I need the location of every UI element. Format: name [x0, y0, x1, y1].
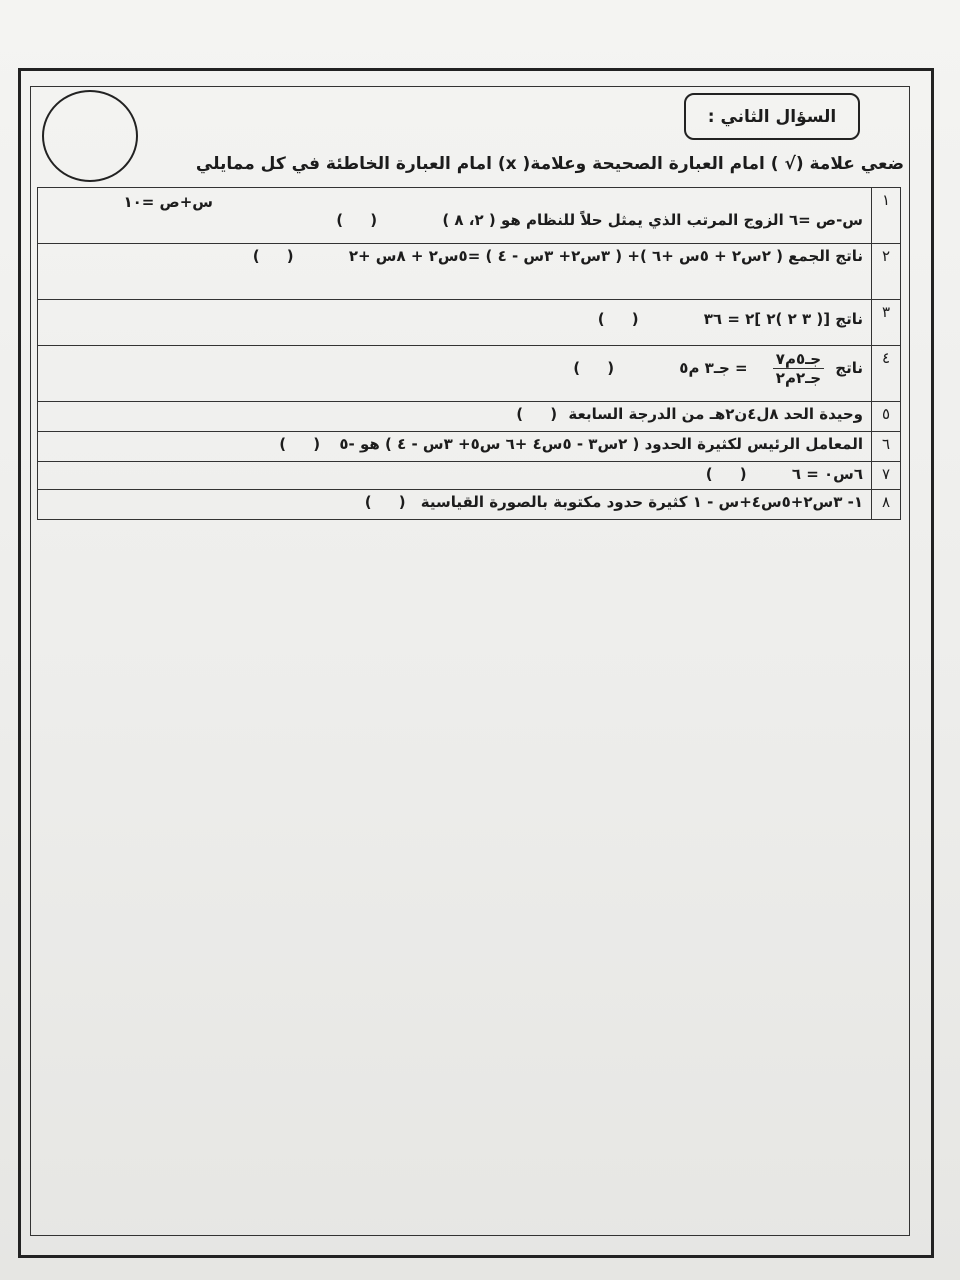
- table-row: [38, 402, 901, 432]
- question-title-box: [684, 93, 860, 140]
- item-text: وحيدة الحد ٨ل٤ن٢هـ من الدرجة السابعة: [568, 405, 863, 423]
- item-statement: [38, 188, 872, 244]
- table-row: [38, 490, 901, 520]
- item-number: ٧: [872, 462, 901, 490]
- table-row: [38, 346, 901, 402]
- question-title: السؤال الثاني :: [707, 106, 837, 127]
- item-statement: [38, 432, 872, 462]
- item-statement: [38, 300, 872, 346]
- table-row: [38, 300, 901, 346]
- table-row: [38, 244, 901, 300]
- table-row: [38, 432, 901, 462]
- answer-blank[interactable]: (): [705, 465, 747, 483]
- item-statement: [38, 402, 872, 432]
- item-text: ٦س٠ = ٦: [791, 465, 863, 483]
- item-statement: [38, 346, 872, 402]
- item-number: ١: [872, 188, 901, 244]
- item-statement: [38, 490, 872, 520]
- answer-blank[interactable]: (): [252, 247, 294, 265]
- item-number: ٤: [872, 346, 901, 402]
- fraction-numerator: جـ٥م٧: [773, 350, 824, 369]
- item-number: ٦: [872, 432, 901, 462]
- item-rhs: = جـ٣ م٥: [679, 359, 748, 377]
- item-number: ٨: [872, 490, 901, 520]
- item-text: ناتج الجمع ( ٢س٢ + ٥س +٦ )+ ( ٣س٢+ ٣س - ٤ ) =٥س٢ + ٨س +٢: [348, 247, 863, 265]
- item-label: ناتج: [835, 359, 863, 377]
- table-row: [38, 188, 901, 244]
- grade-circle: [42, 90, 138, 182]
- answer-blank[interactable]: (): [573, 359, 615, 377]
- item-statement: [38, 244, 872, 300]
- answer-blank[interactable]: (): [597, 310, 639, 328]
- questions-table: [37, 187, 901, 520]
- item-number: ٢: [872, 244, 901, 300]
- answer-blank[interactable]: (): [336, 211, 378, 229]
- item-statement: [38, 462, 872, 490]
- answer-blank[interactable]: (): [364, 493, 406, 511]
- instruction-text: ضعي علامة (√ ) امام العبارة الصحيحة وعلامة( x) امام العبارة الخاطئة في كل ممايلي: [195, 154, 904, 174]
- answer-blank[interactable]: (): [516, 405, 558, 423]
- item-text: المعامل الرئيس لكثيرة الحدود ( ٢س٣ - ٥س٤ +٦ س٥+ ٣س - ٤ ) هو -٥: [339, 435, 863, 453]
- item-text: ١- ٣س٢+٥س٤+س - ١ كثيرة حدود مكتوبة بالصورة القياسية: [420, 493, 863, 511]
- table-row: [38, 462, 901, 490]
- item-number: ٣: [872, 300, 901, 346]
- fraction-denominator: جـ٢م٢: [775, 369, 822, 387]
- item-text: ناتج [( ٣ ٢ )٢ ]٢ = ٣٦: [703, 310, 863, 328]
- answer-blank[interactable]: (): [279, 435, 321, 453]
- item-text-line2: س-ص =٦ الزوج المرتب الذي يمثل حلاً للنظام هو ( ٢، ٨ ): [442, 211, 863, 229]
- item-number: ٥: [872, 402, 901, 432]
- fraction: [773, 350, 824, 387]
- item-text-line1: س+ص =١٠: [123, 193, 213, 211]
